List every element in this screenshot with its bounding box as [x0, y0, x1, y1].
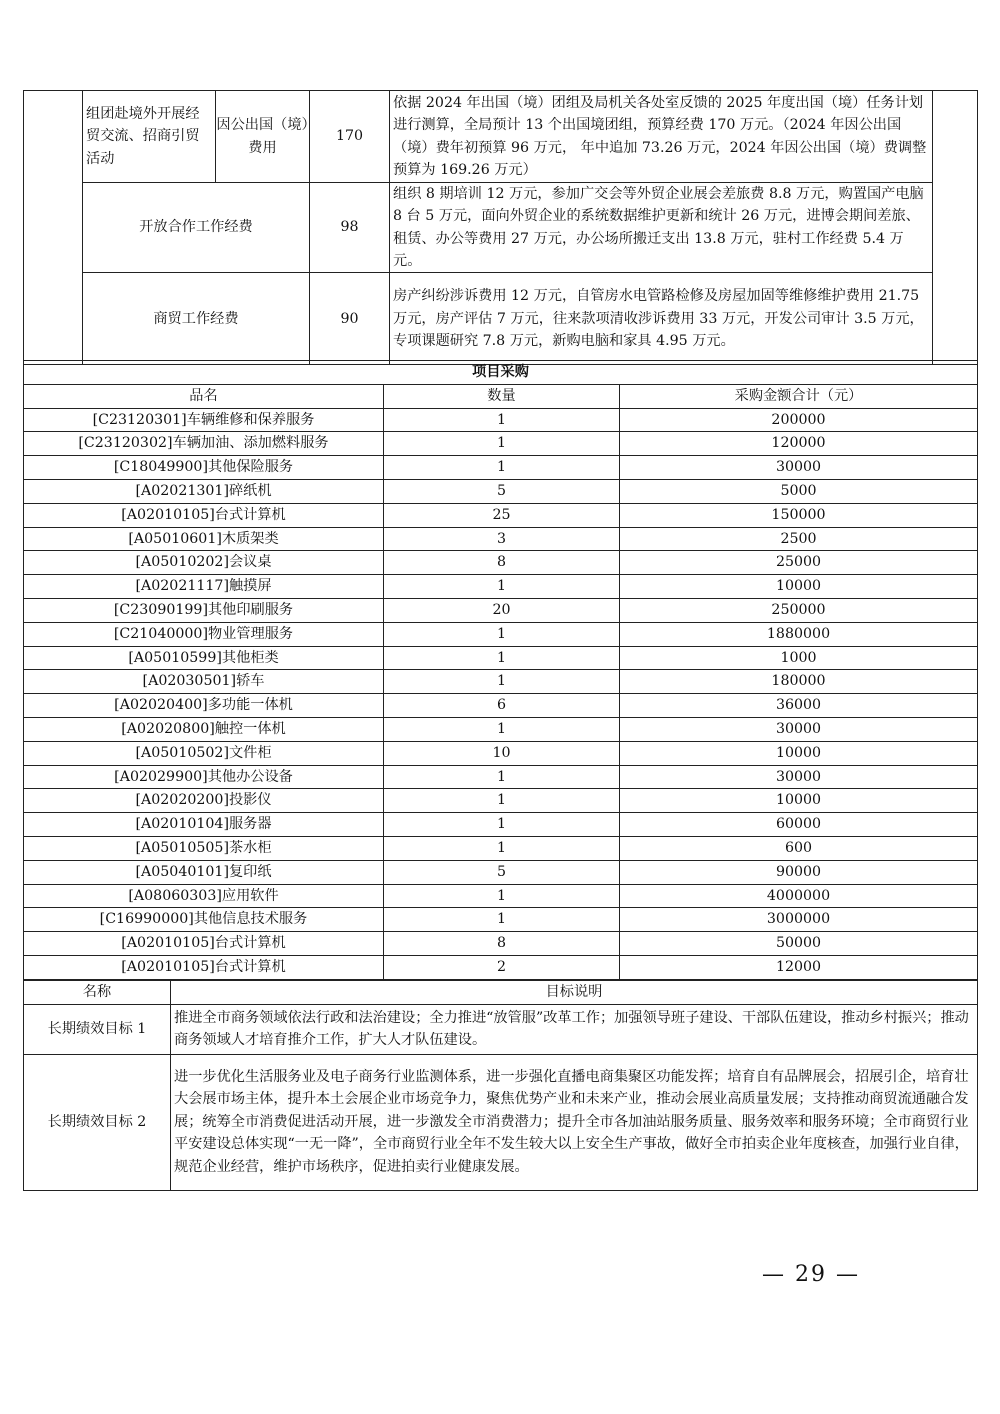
table-row — [24, 432, 978, 456]
col-header-qty: 数量 — [384, 384, 620, 408]
description: 依据 2024 年出国（境）团组及局机关各处室反馈的 2025 年度出国（境）任务计划进行测算，全局预计 13 个出国境团组，预算经费 170 万元。（2024 年因公出国（境）费年初预算 96 万元， 年中追加 73.26 万元，2024 年因公出国（境）费调整预算为 169.26 万元） — [390, 91, 933, 183]
amount-total: 36000 — [620, 694, 978, 718]
item-name: [A05010601]木质架类 — [24, 527, 384, 551]
item-name: [A02021301]碎纸机 — [24, 479, 384, 503]
amount-total: 25000 — [620, 551, 978, 575]
item-name: [A08060303]应用软件 — [24, 884, 384, 908]
procurement-title-row — [24, 361, 978, 385]
amount-total: 10000 — [620, 789, 978, 813]
item-name: [C23120302]车辆加油、添加燃料服务 — [24, 432, 384, 456]
table-row — [24, 183, 978, 273]
item-name: 开放合作工作经费 — [83, 183, 310, 273]
quantity: 1 — [384, 765, 620, 789]
item-name: [A02029900]其他办公设备 — [24, 765, 384, 789]
description: 组织 8 期培训 12 万元，参加广交会等外贸企业展会差旅费 8.8 万元，购置国产电脑 8 台 5 万元，面向外贸企业的系统数据维护更新和统计 26 万元，进博会期间差旅、租赁、办公等费用 27 万元，办公场所搬迁支出 13.8 万元，驻村工作经费 5.4 万元。 — [390, 183, 933, 273]
table-row — [24, 575, 978, 599]
quantity: 3 — [384, 527, 620, 551]
item-name: [A05010505]茶水柜 — [24, 836, 384, 860]
item-name: 商贸工作经费 — [83, 273, 310, 365]
quantity: 25 — [384, 503, 620, 527]
table-row — [24, 1054, 978, 1190]
quantity: 1 — [384, 717, 620, 741]
quantity: 8 — [384, 551, 620, 575]
quantity: 1 — [384, 456, 620, 480]
amount-total: 200000 — [620, 408, 978, 432]
amount: 98 — [310, 183, 390, 273]
quantity: 20 — [384, 598, 620, 622]
amount-total: 10000 — [620, 575, 978, 599]
table-row — [24, 908, 978, 932]
item-name: 组团赴境外开展经贸交流、招商引贸活动 — [83, 91, 216, 183]
procurement-table — [23, 360, 978, 980]
table-row — [24, 884, 978, 908]
amount-total: 90000 — [620, 860, 978, 884]
amount-total: 60000 — [620, 813, 978, 837]
amount-total: 180000 — [620, 670, 978, 694]
table-row — [24, 479, 978, 503]
item-name: [A02010105]台式计算机 — [24, 503, 384, 527]
table-row — [24, 1004, 978, 1054]
quantity: 1 — [384, 789, 620, 813]
amount-total: 10000 — [620, 741, 978, 765]
amount-total: 30000 — [620, 717, 978, 741]
quantity: 2 — [384, 955, 620, 979]
item-name: [C21040000]物业管理服务 — [24, 622, 384, 646]
col-header-item: 品名 — [24, 384, 384, 408]
budget-detail-table — [23, 90, 978, 365]
quantity: 10 — [384, 741, 620, 765]
table-row — [24, 273, 978, 365]
quantity: 1 — [384, 908, 620, 932]
table-row — [24, 646, 978, 670]
procurement-title: 项目采购 — [24, 361, 978, 385]
quantity: 1 — [384, 813, 620, 837]
amount-total: 5000 — [620, 479, 978, 503]
table-row — [24, 741, 978, 765]
col-header-amount: 采购金额合计（元） — [620, 384, 978, 408]
amount-total: 30000 — [620, 765, 978, 789]
quantity: 1 — [384, 646, 620, 670]
amount-total: 12000 — [620, 955, 978, 979]
quantity: 6 — [384, 694, 620, 718]
item-name: [C23090199]其他印刷服务 — [24, 598, 384, 622]
table-row — [24, 527, 978, 551]
table-row — [24, 932, 978, 956]
table-row — [24, 860, 978, 884]
amount-total: 1880000 — [620, 622, 978, 646]
item-name: [C18049900]其他保险服务 — [24, 456, 384, 480]
quantity: 5 — [384, 479, 620, 503]
col-header-name: 名称 — [24, 981, 171, 1005]
goals-header-row — [24, 981, 978, 1005]
amount-total: 250000 — [620, 598, 978, 622]
quantity: 1 — [384, 670, 620, 694]
amount-total: 3000000 — [620, 908, 978, 932]
goal-name: 长期绩效目标 2 — [24, 1054, 171, 1190]
item-name: [A02010104]服务器 — [24, 813, 384, 837]
table-row — [24, 91, 978, 183]
table-row — [24, 836, 978, 860]
table-row — [24, 503, 978, 527]
goal-text: 推进全市商务领域依法行政和法治建设；全力推进“放管服”改革工作；加强领导班子建设、干部队伍建设，推动乡村振兴；推动商务领域人才培育推介工作，扩大人才队伍建设。 — [171, 1004, 978, 1054]
table-row — [24, 694, 978, 718]
table-row — [24, 717, 978, 741]
item-name: [A02020200]投影仪 — [24, 789, 384, 813]
blank-remark-cell — [933, 91, 978, 365]
table-row — [24, 670, 978, 694]
amount-total: 150000 — [620, 503, 978, 527]
col-header-desc: 目标说明 — [171, 981, 978, 1005]
amount-total: 600 — [620, 836, 978, 860]
quantity: 1 — [384, 836, 620, 860]
table-row — [24, 789, 978, 813]
description: 房产纠纷涉诉费用 12 万元，自管房水电管路检修及房屋加固等维修维护费用 21.75 万元，房产评估 7 万元，往来款项清收涉诉费用 33 万元，开发公司审计 3.5 万元，专项课题研究 7.8 万元，新购电脑和家具 4.95 万元。 — [390, 273, 933, 365]
amount-total: 30000 — [620, 456, 978, 480]
quantity: 1 — [384, 575, 620, 599]
item-name: [A02010105]台式计算机 — [24, 932, 384, 956]
amount: 90 — [310, 273, 390, 365]
blank-category-cell — [24, 91, 83, 365]
goal-text: 进一步优化生活服务业及电子商务行业监测体系，进一步强化直播电商集聚区功能发挥；培育自有品牌展会，招展引企，培育壮大会展市场主体，提升本土会展企业市场竞争力，聚焦优势产业和未来产业，推动会展业高质量发展；支持推动商贸流通融合发展；统筹全市消费促进活动开展，进一步激发全市消费潜力；提升全市各加油站服务质量、服务效率和服务环境；全市商贸行业平安建设总体实现“一无一降”，全市商贸行业全年不发生较大以上安全生产事故，做好全市拍卖企业年度核查，加强行业自律，规范企业经营，维护市场秩序，促进拍卖行业健康发展。 — [171, 1054, 978, 1190]
item-name: [C16990000]其他信息技术服务 — [24, 908, 384, 932]
item-name: [A02010105]台式计算机 — [24, 955, 384, 979]
item-name: [A05010502]文件柜 — [24, 741, 384, 765]
table-row — [24, 598, 978, 622]
goal-name: 长期绩效目标 1 — [24, 1004, 171, 1054]
amount-total: 2500 — [620, 527, 978, 551]
amount-total: 120000 — [620, 432, 978, 456]
amount-total: 1000 — [620, 646, 978, 670]
quantity: 5 — [384, 860, 620, 884]
quantity: 1 — [384, 884, 620, 908]
quantity: 8 — [384, 932, 620, 956]
quantity: 1 — [384, 622, 620, 646]
table-row — [24, 551, 978, 575]
item-name: [A02021117]触摸屏 — [24, 575, 384, 599]
table-row — [24, 813, 978, 837]
item-name: [A05010599]其他柜类 — [24, 646, 384, 670]
table-row — [24, 622, 978, 646]
table-row — [24, 408, 978, 432]
amount: 170 — [310, 91, 390, 183]
table-row — [24, 955, 978, 979]
subitem-name: 因公出国（境）费用 — [216, 91, 310, 183]
amount-total: 50000 — [620, 932, 978, 956]
quantity: 1 — [384, 432, 620, 456]
page-number: — 29 — — [762, 1262, 860, 1287]
amount-total: 4000000 — [620, 884, 978, 908]
item-name: [A05040101]复印纸 — [24, 860, 384, 884]
quantity: 1 — [384, 408, 620, 432]
item-name: [A02020800]触控一体机 — [24, 717, 384, 741]
procurement-header-row — [24, 384, 978, 408]
item-name: [A02020400]多功能一体机 — [24, 694, 384, 718]
table-row — [24, 456, 978, 480]
table-row — [24, 765, 978, 789]
item-name: [A05010202]会议桌 — [24, 551, 384, 575]
item-name: [C23120301]车辆维修和保养服务 — [24, 408, 384, 432]
item-name: [A02030501]轿车 — [24, 670, 384, 694]
performance-goals-table — [23, 980, 978, 1191]
